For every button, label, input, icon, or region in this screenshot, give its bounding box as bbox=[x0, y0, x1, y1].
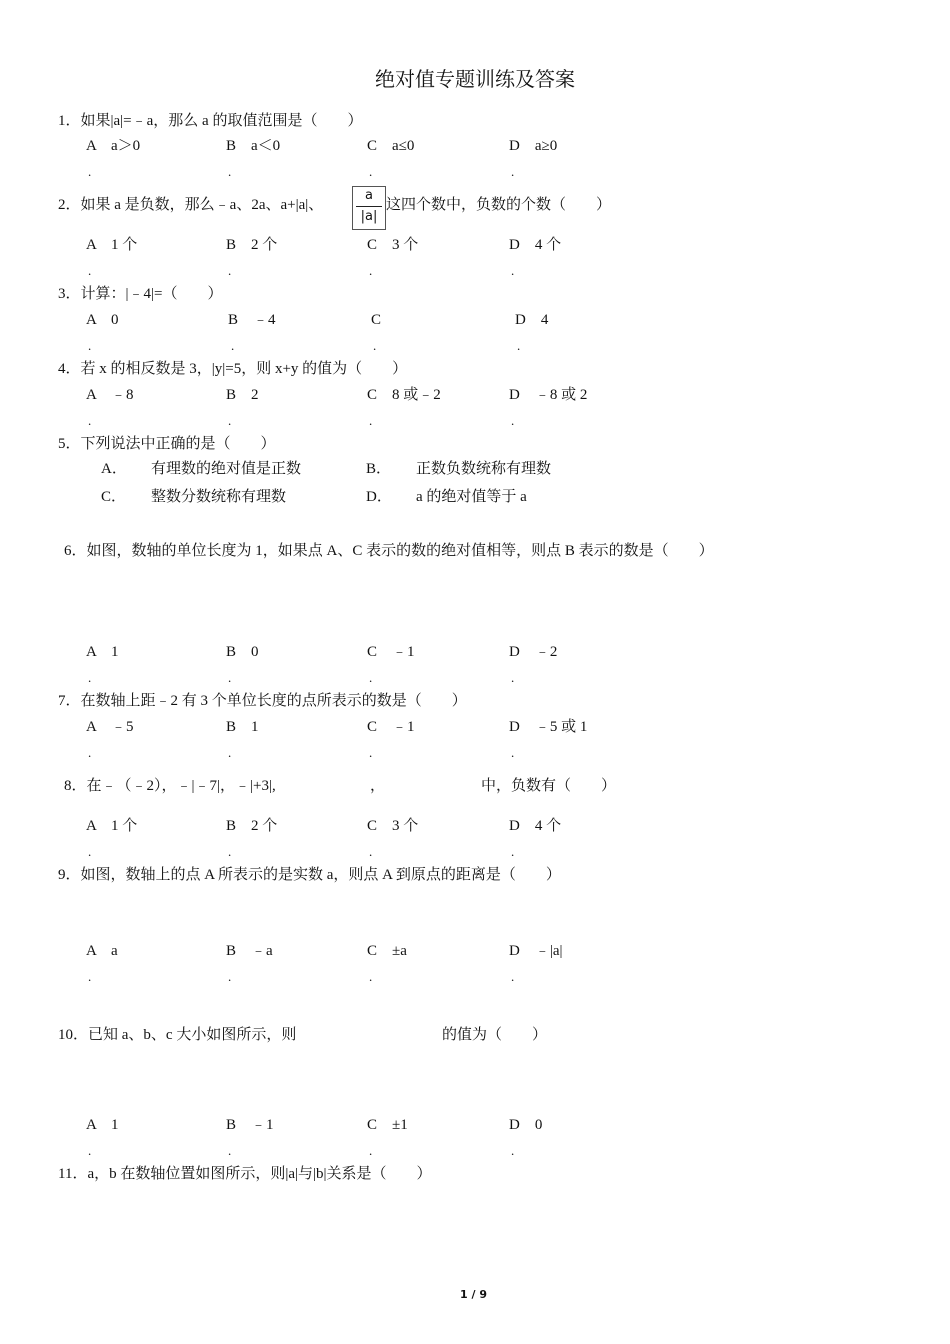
option-dot: . bbox=[88, 338, 92, 353]
fraction-bar bbox=[356, 206, 382, 207]
question-2-stem-right: 这四个数中，负数的个数（ ） bbox=[386, 197, 612, 213]
option-dot: . bbox=[511, 263, 515, 278]
option-dot: . bbox=[228, 844, 232, 859]
question-7-option-d: D ﹣5 或 1 bbox=[509, 719, 588, 735]
question-2-option-d: D 4 个 bbox=[509, 237, 562, 253]
fraction-denominator: |a| bbox=[360, 209, 378, 224]
option-dot: . bbox=[228, 745, 232, 760]
option-dot: . bbox=[88, 670, 92, 685]
question-9-option-a: A a bbox=[86, 943, 118, 959]
question-4-stem: 4．若 x 的相反数是 3，|y|=5，则 x+y 的值为（ ） bbox=[58, 361, 408, 377]
question-10-stem-right: 的值为（ ） bbox=[442, 1027, 548, 1043]
option-dot: . bbox=[373, 338, 377, 353]
option-dot: . bbox=[511, 164, 515, 179]
question-3-option-a: A 0 bbox=[86, 312, 119, 328]
page-title: 绝对值专题训练及答案 bbox=[375, 69, 575, 91]
question-6-stem: 6．如图，数轴的单位长度为 1，如果点 A、C 表示的数的绝对值相等，则点 B 表示的数是（ ） bbox=[64, 543, 714, 559]
question-8-option-b: B 2 个 bbox=[226, 818, 278, 834]
option-dot: . bbox=[369, 413, 373, 428]
option-dot: . bbox=[228, 164, 232, 179]
question-2-option-a: A 1 个 bbox=[86, 237, 138, 253]
option-dot: . bbox=[88, 263, 92, 278]
question-4-option-c: C 8 或﹣2 bbox=[367, 387, 441, 403]
question-3-option-d: D 4 bbox=[515, 312, 549, 328]
question-5-option-c-letter: C． bbox=[101, 489, 127, 505]
question-1-option-a: A a＞0 bbox=[86, 138, 141, 154]
question-10-option-a: A 1 bbox=[86, 1117, 119, 1133]
question-6-option-d: D ﹣2 bbox=[509, 644, 558, 660]
question-5-option-b-letter: B． bbox=[366, 461, 392, 477]
question-2-option-b: B 2 个 bbox=[226, 237, 278, 253]
question-6-option-a: A 1 bbox=[86, 644, 119, 660]
fraction-numerator: a bbox=[365, 188, 373, 203]
question-5-option-c-text: 整数分数统称有理数 bbox=[151, 489, 287, 505]
question-9-option-d: D ﹣|a| bbox=[509, 943, 563, 959]
question-7-option-b: B 1 bbox=[226, 719, 259, 735]
question-10-option-b: B ﹣1 bbox=[226, 1117, 274, 1133]
option-dot: . bbox=[511, 844, 515, 859]
question-5-option-a-letter: A． bbox=[101, 461, 127, 477]
question-7-option-a: A ﹣5 bbox=[86, 719, 134, 735]
question-4-option-b: B 2 bbox=[226, 387, 259, 403]
question-4-option-a: A ﹣8 bbox=[86, 387, 134, 403]
question-1-option-d: D a≥0 bbox=[509, 138, 558, 154]
option-dot: . bbox=[228, 1143, 232, 1158]
page-number: 1 / 9 bbox=[460, 1288, 487, 1301]
option-dot: . bbox=[228, 969, 232, 984]
question-8-comma: ， bbox=[370, 778, 386, 794]
option-dot: . bbox=[369, 164, 373, 179]
question-3-option-b: B ﹣4 bbox=[228, 312, 276, 328]
option-dot: . bbox=[369, 1143, 373, 1158]
question-5-stem: 5．下列说法中正确的是（ ） bbox=[58, 436, 276, 452]
question-6-option-c: C ﹣1 bbox=[367, 644, 415, 660]
option-dot: . bbox=[228, 413, 232, 428]
option-dot: . bbox=[231, 338, 235, 353]
option-dot: . bbox=[369, 263, 373, 278]
question-8-option-c: C 3 个 bbox=[367, 818, 419, 834]
question-1-option-b: B a＜0 bbox=[226, 138, 281, 154]
question-3-stem: 3．计算：|﹣4|=（ ） bbox=[58, 286, 223, 302]
question-10-option-c: C ±1 bbox=[367, 1117, 408, 1133]
question-5-option-b-text: 正数负数统称有理数 bbox=[416, 461, 552, 477]
question-7-stem: 7．在数轴上距﹣2 有 3 个单位长度的点所表示的数是（ ） bbox=[58, 693, 467, 709]
option-dot: . bbox=[228, 263, 232, 278]
option-dot: . bbox=[517, 338, 521, 353]
question-6-option-b: B 0 bbox=[226, 644, 259, 660]
question-9-stem: 9．如图，数轴上的点 A 所表示的是实数 a，则点 A 到原点的距离是（ ） bbox=[58, 867, 561, 883]
question-10-option-d: D 0 bbox=[509, 1117, 543, 1133]
fraction-a-over-abs-a bbox=[352, 186, 386, 230]
question-1-stem: 1．如果|a|=﹣a，那么 a 的取值范围是（ ） bbox=[58, 113, 363, 129]
question-5-option-d-text: a 的绝对值等于 a bbox=[416, 489, 527, 505]
question-9-option-c: C ±a bbox=[367, 943, 407, 959]
option-dot: . bbox=[228, 670, 232, 685]
question-5-option-a-text: 有理数的绝对值是正数 bbox=[151, 461, 302, 477]
option-dot: . bbox=[369, 745, 373, 760]
option-dot: . bbox=[88, 844, 92, 859]
question-4-option-d: D ﹣8 或 2 bbox=[509, 387, 588, 403]
question-7-option-c: C ﹣1 bbox=[367, 719, 415, 735]
option-dot: . bbox=[511, 670, 515, 685]
question-8-option-d: D 4 个 bbox=[509, 818, 562, 834]
option-dot: . bbox=[88, 164, 92, 179]
option-dot: . bbox=[88, 1143, 92, 1158]
question-8-stem-right: 中，负数有（ ） bbox=[481, 778, 617, 794]
option-dot: . bbox=[369, 969, 373, 984]
option-dot: . bbox=[511, 413, 515, 428]
question-3-option-c: C bbox=[371, 312, 382, 328]
option-dot: . bbox=[511, 1143, 515, 1158]
question-9-option-b: B ﹣a bbox=[226, 943, 273, 959]
option-dot: . bbox=[88, 745, 92, 760]
option-dot: . bbox=[511, 745, 515, 760]
question-11-stem: 11．a，b 在数轴位置如图所示，则|a|与|b|关系是（ ） bbox=[58, 1166, 432, 1182]
question-10-stem-left: 10．已知 a、b、c 大小如图所示，则 bbox=[58, 1027, 297, 1043]
option-dot: . bbox=[88, 413, 92, 428]
question-2-option-c: C 3 个 bbox=[367, 237, 419, 253]
question-1-option-c: C a≤0 bbox=[367, 138, 415, 154]
question-5-option-d-letter: D． bbox=[366, 489, 392, 505]
question-2-stem-left: 2．如果 a 是负数，那么﹣a、2a、a+|a|、 bbox=[58, 197, 324, 213]
question-8-option-a: A 1 个 bbox=[86, 818, 138, 834]
option-dot: . bbox=[369, 844, 373, 859]
option-dot: . bbox=[369, 670, 373, 685]
option-dot: . bbox=[511, 969, 515, 984]
option-dot: . bbox=[88, 969, 92, 984]
question-8-stem-left: 8．在﹣（﹣2），﹣|﹣7|，﹣|+3|, bbox=[64, 778, 276, 794]
